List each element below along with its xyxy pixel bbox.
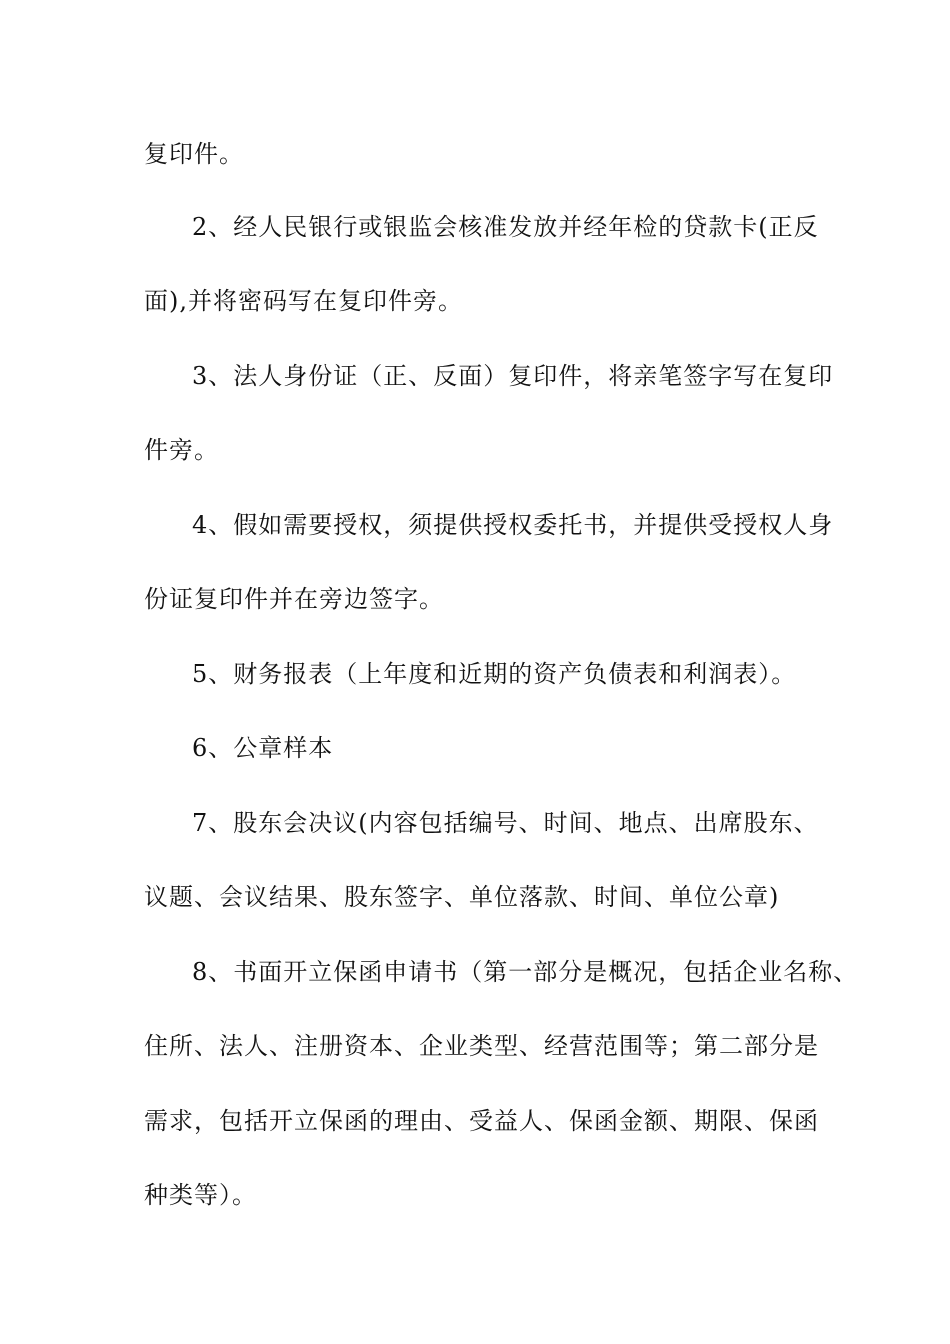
item-2-line-1: 2、经人民银行或银监会核准发放并经年检的贷款卡(正反 — [192, 213, 819, 241]
item-2-line-2: 面),并将密码写在复印件旁。 — [144, 287, 463, 315]
item-4-line-2: 份证复印件并在旁边签字。 — [144, 585, 444, 613]
item-6-line-1: 6、公章样本 — [192, 734, 334, 762]
item-8-line-3: 需求，包括开立保函的理由、受益人、保函金额、期限、保函 — [144, 1107, 819, 1135]
item-3-line-1: 3、法人身份证（正、反面）复印件，将亲笔签字写在复印 — [192, 362, 834, 390]
item-4-line-1: 4、假如需要授权，须提供授权委托书，并提供受授权人身 — [192, 511, 834, 539]
item-7-line-2: 议题、会议结果、股东签字、单位落款、时间、单位公章) — [144, 883, 780, 911]
item-3-line-2: 件旁。 — [144, 436, 219, 464]
text-line-1: 复印件。 — [144, 140, 244, 168]
item-7-line-1: 7、股东会决议(内容包括编号、时间、地点、出席股东、 — [192, 809, 819, 837]
item-5-line-1: 5、财务报表（上年度和近期的资产负债表和利润表）。 — [192, 660, 797, 688]
item-8-line-2: 住所、法人、注册资本、企业类型、经营范围等；第二部分是 — [144, 1032, 819, 1060]
item-8-line-1: 8、书面开立保函申请书（第一部分是概况，包括企业名称、 — [192, 958, 859, 986]
item-8-line-4: 种类等）。 — [144, 1181, 257, 1209]
